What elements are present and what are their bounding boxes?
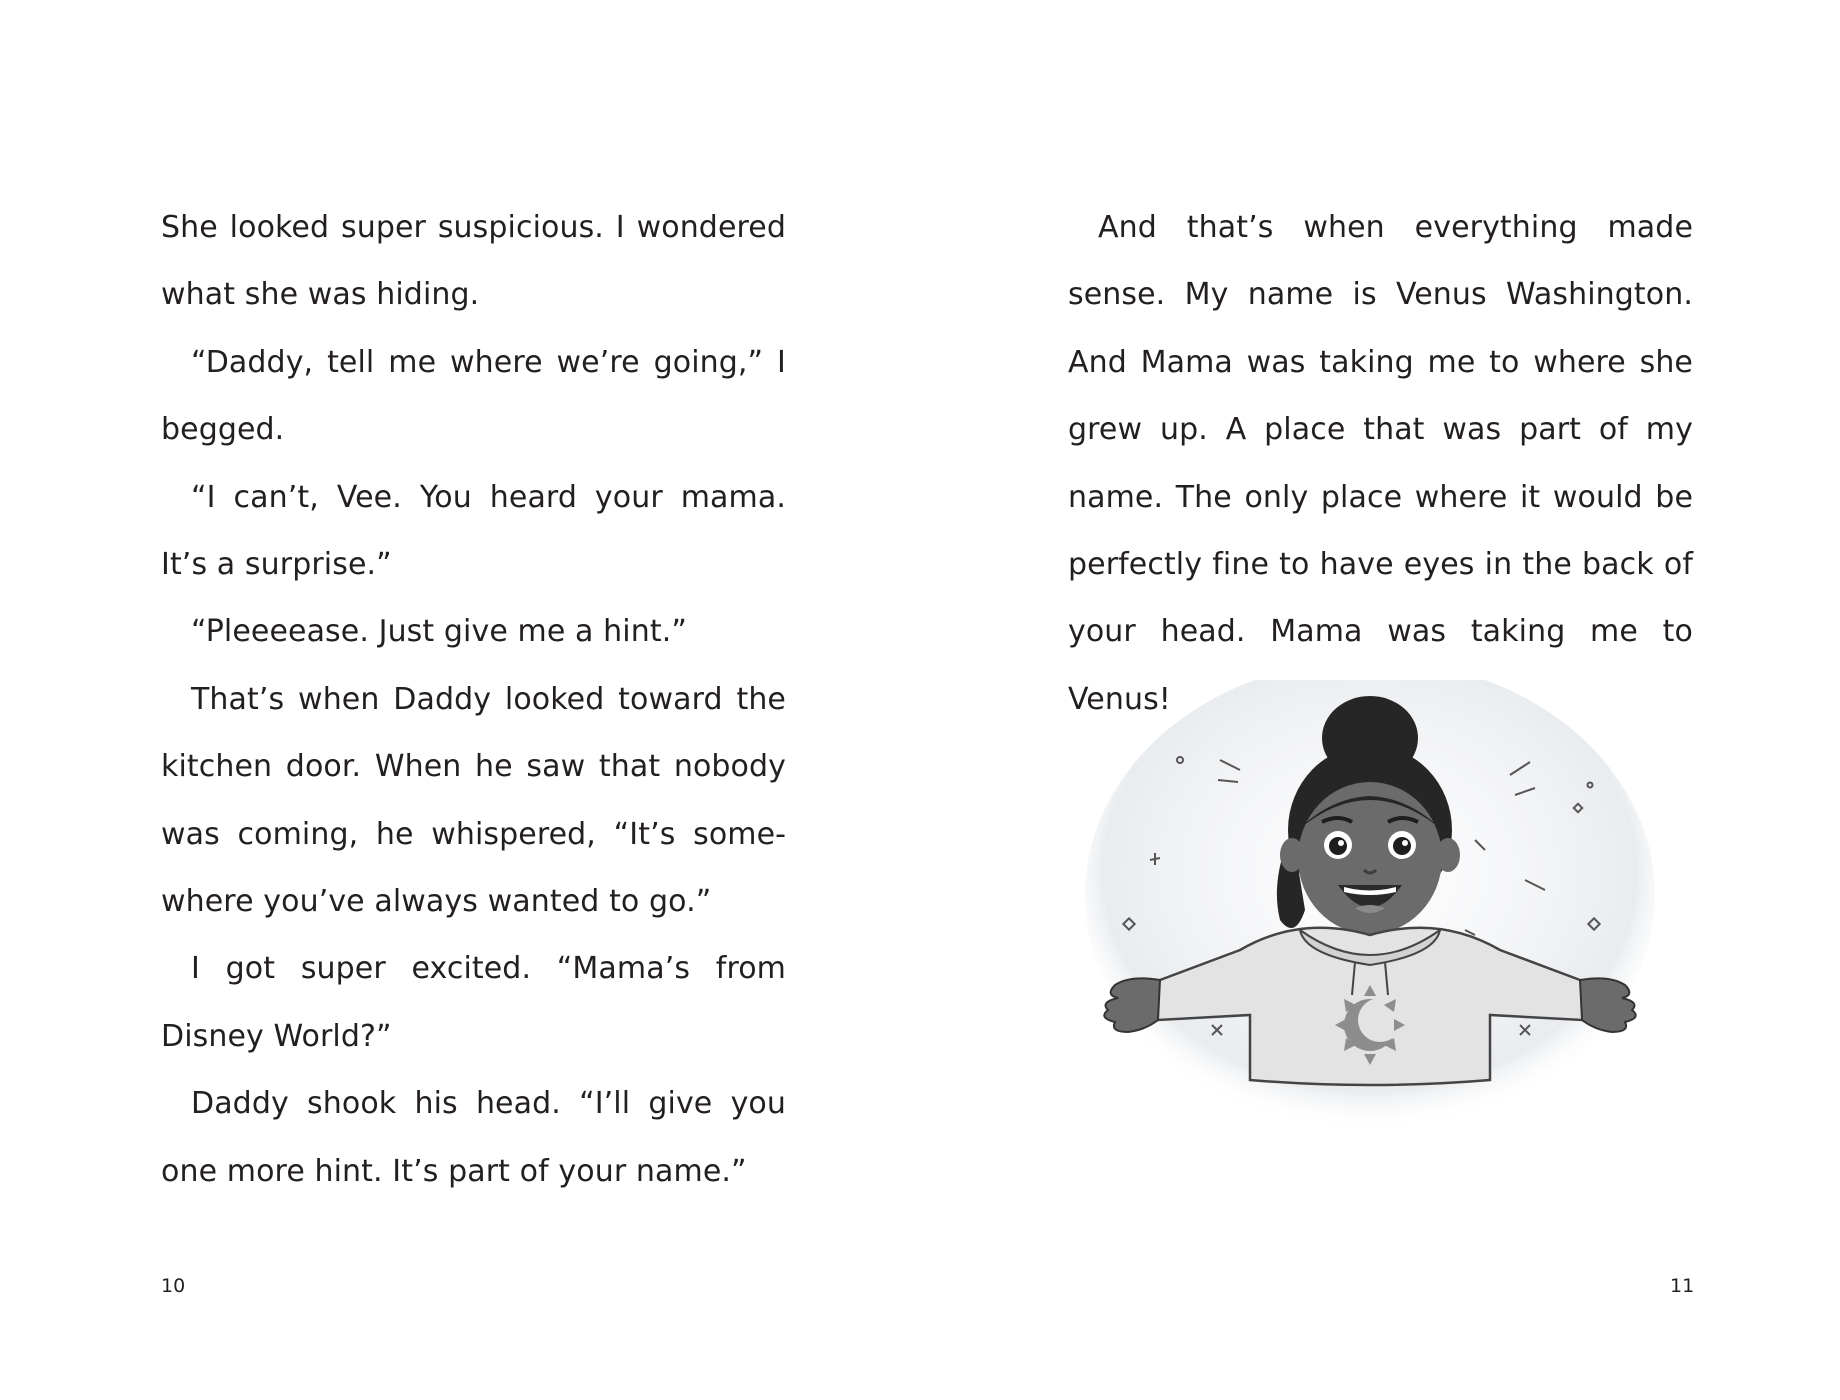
paragraph: Daddy shook his head. “I’ll give you one more hint. It’s part of your name.” xyxy=(161,1086,786,1189)
paragraph: She looked super suspicious. I wondered what she was hiding. xyxy=(161,210,786,313)
eye-shine-left xyxy=(1338,840,1344,846)
eye-shine-right xyxy=(1402,840,1408,846)
paragraph: And that’s when everything made sense. My name is Venus Washington. And Mama was taking me to where she grew up. A place that was part of my name. The only place where it would be perfectly fine to have eyes in the back of your head. Mama was taking me to Venus! xyxy=(1068,210,1693,717)
right-page xyxy=(920,0,1840,1400)
right-page-text xyxy=(1068,194,1693,733)
page-number: 10 xyxy=(161,1275,186,1297)
paragraph: “Pleeeease. Just give me a hint.” xyxy=(191,614,687,650)
paragraph: That’s when Daddy looked toward the kitchen door. When he saw that nobody was coming, he whispered, “It’s somewhere you’ve always wanted to go.” xyxy=(161,681,786,920)
left-page-text xyxy=(161,194,786,1205)
girl-illustration xyxy=(1070,680,1670,1150)
pupil-right xyxy=(1393,837,1411,855)
pupil-left xyxy=(1329,837,1347,855)
paragraph: “Daddy, tell me where we’re going,” I begged. xyxy=(161,344,786,448)
girl-arms-outstretched-image xyxy=(1070,680,1670,1150)
page-number: 11 xyxy=(1670,1275,1695,1297)
hand-left xyxy=(1104,978,1160,1032)
paragraph: “I can’t, Vee. You heard your mama. It’s a surprise.” xyxy=(161,479,786,583)
paragraph: I got super excited. “Mama’s from Disney World?” xyxy=(161,951,786,1054)
hand-right xyxy=(1580,978,1636,1032)
